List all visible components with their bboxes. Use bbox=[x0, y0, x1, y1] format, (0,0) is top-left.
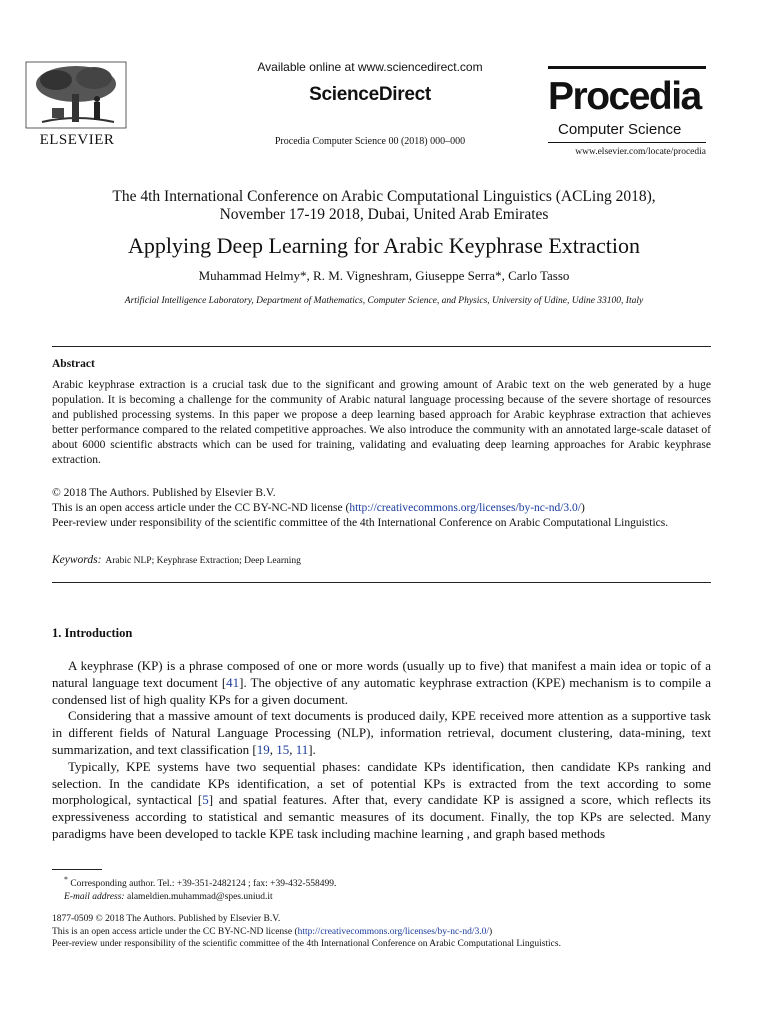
p1-text-a: A keyphrase (KP) is a phrase composed of one or more words (usually up to five) that manifest a main idea or topic of a natural language text document [ bbox=[52, 658, 711, 690]
footer-license-prefix: This is an open access article under the CC BY-NC-ND license ( bbox=[52, 926, 298, 937]
paper-authors: Muhammad Helmy*, R. M. Vigneshram, Giuseppe Serra*, Carlo Tasso bbox=[198, 268, 570, 283]
abstract-body: Arabic keyphrase extraction is a crucial task due to the significant and growing amount of Arabic text on the web generated by a huge population. It is becoming a challenge for the community of Arabic natural language processing because of the severe shortage of resources and published processing systems. In this paper we propose a deep learning based approach for Arabic keyphrase extraction that achieves better performance compared to the related competitive approaches. We also introduce the community with an annotated large-scale dataset of about 6000 scientific abstracts which can be used for training, validating and evaluating deep learning approaches for Arabic keyphrase extraction. bbox=[52, 379, 711, 466]
copyright-line: © 2018 The Authors. Published by Elsevier B.V. bbox=[52, 487, 276, 499]
footer-license-suffix: ) bbox=[489, 926, 493, 937]
citation-link[interactable]: 15 bbox=[276, 741, 290, 757]
intro-body bbox=[52, 658, 711, 843]
available-online: Available online at www.sciencedirect.com bbox=[257, 60, 483, 74]
footnote-text: Corresponding author. Tel.: +39-351-2482124 ; fax: +39-432-558499. bbox=[70, 879, 337, 890]
footer-peer-review: Peer-review under responsibility of the scientific committee of the 4th International Conference on Arabic Computational Linguistics. bbox=[52, 939, 561, 949]
computer-science-label: Computer Science bbox=[558, 121, 682, 138]
license-suffix: ) bbox=[580, 502, 585, 514]
intro-paragraph-3 bbox=[52, 759, 711, 843]
page-footer bbox=[52, 913, 711, 951]
section-heading: 1. Introduction bbox=[52, 626, 133, 640]
procedia-logo bbox=[548, 66, 706, 157]
footnote bbox=[52, 873, 711, 904]
footnote-rule bbox=[52, 869, 102, 870]
sciencedirect-wordmark: ScienceDirect bbox=[309, 84, 431, 105]
conference-line-1: The 4th International Conference on Arabic Computational Linguistics (ACLing 2018), bbox=[112, 188, 656, 205]
abstract-bottom-rule bbox=[52, 582, 711, 583]
license-prefix: This is an open access article under the CC BY-NC-ND license ( bbox=[52, 502, 350, 514]
conference-info bbox=[60, 188, 708, 224]
license-link[interactable]: http://creativecommons.org/licenses/by-nc-nd/3.0/ bbox=[349, 502, 581, 514]
keywords-label: Keywords: bbox=[52, 554, 102, 566]
citation-link[interactable]: 19 bbox=[256, 741, 270, 757]
footer-issn: 1877-0509 © 2018 The Authors. Published by Elsevier B.V. bbox=[52, 914, 281, 924]
footnote-line-2 bbox=[52, 891, 711, 904]
footer-license bbox=[52, 926, 711, 939]
publisher-name: ELSEVIER bbox=[39, 132, 115, 148]
citation-link[interactable]: 5 bbox=[202, 792, 209, 808]
procedia-top-rule bbox=[548, 66, 706, 69]
procedia-wordmark: Procedia bbox=[548, 75, 701, 118]
email-address[interactable]: alameldien.muhammad@spes.uniud.it bbox=[126, 892, 273, 903]
citation-link[interactable]: 41 bbox=[226, 674, 240, 690]
journal-reference: Procedia Computer Science 00 (2018) 000–000 bbox=[274, 136, 466, 147]
footnote-mark: * bbox=[64, 875, 68, 884]
footer-license-link[interactable]: http://creativecommons.org/licenses/by-nc-nd/3.0/ bbox=[297, 926, 489, 937]
abstract-top-rule bbox=[52, 346, 711, 347]
p2-text-a: Considering that a massive amount of text documents is produced daily, KPE received more attention as a supportive task in different fields of Natural Language Processing (NLP), information retrieval, document clustering, data-mining, text summarization, and text classification [ bbox=[52, 708, 711, 757]
paper-affiliation: Artificial Intelligence Laboratory, Department of Mathematics, Computer Science, and Physics, University of Udine, Udine 33100, Italy bbox=[124, 296, 644, 306]
procedia-bottom-rule bbox=[548, 142, 706, 143]
footnote-line-1 bbox=[52, 873, 711, 891]
license-line bbox=[52, 501, 711, 516]
elsevier-logo bbox=[22, 58, 132, 152]
abstract-heading: Abstract bbox=[52, 358, 95, 370]
email-label: E-mail address: bbox=[64, 892, 125, 903]
p1-text-b: ]. The objective of any automatic keyphrase extraction (KPE) mechanism is to compile a condensed list of high quality KPs for a given document. bbox=[52, 674, 711, 707]
intro-paragraph-2: Considering that a massive amount of text documents is produced daily, KPE received more attention as a supportive task in different fields of Natural Language Processing (NLP), information retrieval, document clustering, data-mining, text summarization, and text classification [19, 15, 11]. bbox=[52, 708, 711, 757]
conference-line-2: November 17-19 2018, Dubai, United Arab Emirates bbox=[219, 206, 549, 223]
intro-paragraph-1 bbox=[52, 658, 711, 708]
elsevier-url[interactable]: www.elsevier.com/locate/procedia bbox=[575, 147, 706, 157]
paper-title: Applying Deep Learning for Arabic Keyphrase Extraction bbox=[128, 233, 640, 258]
p3-text-b: ] and spatial features. After that, every candidate KP is assigned a score, which reflects its expressiveness according to statistical and semantic measures of its document. Finally, the top KPs are selected. Many paradigms have been developed to tackle KPE task including machine learning , and graph based methods bbox=[52, 792, 711, 841]
peer-review-line: Peer-review under responsibility of the scientific committee of the 4th International Conference on Arabic Computational Linguistics. bbox=[52, 517, 669, 529]
keywords-value: Arabic NLP; Keyphrase Extraction; Deep Learning bbox=[105, 556, 301, 566]
keywords bbox=[52, 554, 711, 566]
p2-text-b: ]. bbox=[308, 741, 316, 757]
p3-text-a: Typically, KPE systems have two sequential phases: candidate KPs identification, then candidate KPs ranking and selection. In the candidate KPs identification, a set of potential KPs is extracted from the text according to some morphological, syntactical [ bbox=[52, 758, 711, 808]
copyright-block bbox=[52, 486, 711, 531]
citation-link[interactable]: 11 bbox=[295, 741, 309, 757]
